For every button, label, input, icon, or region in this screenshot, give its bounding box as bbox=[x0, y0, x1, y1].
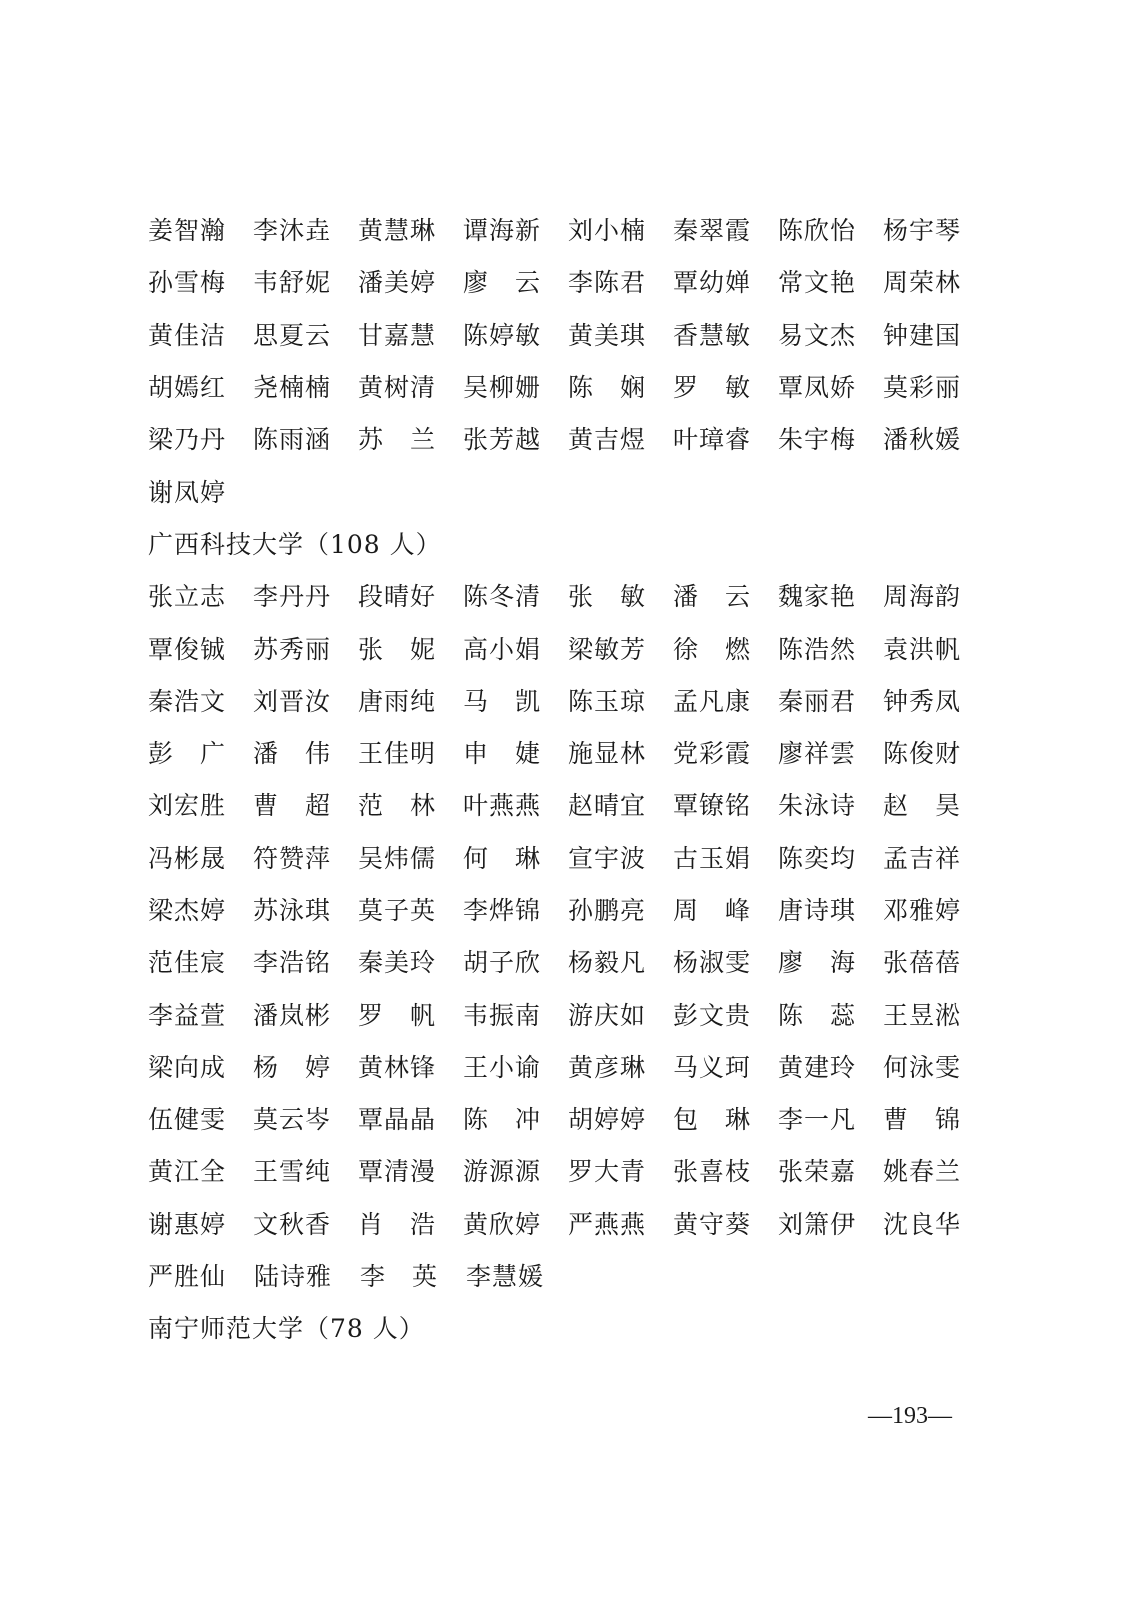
person-name: 潘秋媛 bbox=[883, 425, 962, 455]
person-name: 朱泳诗 bbox=[778, 791, 857, 821]
person-name: 周荣林 bbox=[883, 268, 962, 298]
person-name: 何泳雯 bbox=[883, 1052, 962, 1082]
person-name: 周海韵 bbox=[883, 582, 962, 612]
person-name: 施显林 bbox=[568, 739, 647, 769]
name-row bbox=[148, 1197, 988, 1249]
name-row bbox=[148, 569, 988, 621]
person-name: 韦舒妮 bbox=[253, 268, 332, 298]
person-name: 陈 娴 bbox=[568, 373, 647, 403]
name-row bbox=[148, 987, 988, 1039]
person-name: 谢凤婷 bbox=[148, 477, 227, 507]
person-name: 黄慧琳 bbox=[358, 216, 437, 246]
person-name: 刘晋汝 bbox=[253, 686, 332, 716]
name-row bbox=[148, 778, 988, 830]
person-name: 黄欣婷 bbox=[463, 1209, 542, 1239]
person-name: 党彩霞 bbox=[673, 739, 752, 769]
person-name: 孟吉祥 bbox=[883, 843, 962, 873]
person-name: 姚春兰 bbox=[883, 1157, 962, 1187]
person-name: 包 琳 bbox=[673, 1105, 752, 1135]
person-name: 常文艳 bbox=[778, 268, 857, 298]
name-row bbox=[148, 360, 988, 412]
person-name: 李陈君 bbox=[568, 268, 647, 298]
person-name: 严胜仙 bbox=[148, 1262, 227, 1292]
person-name: 袁洪帆 bbox=[883, 634, 962, 664]
person-name: 陈玉琼 bbox=[568, 686, 647, 716]
person-name: 文秋香 bbox=[253, 1209, 332, 1239]
person-name: 陆诗雅 bbox=[254, 1262, 333, 1292]
person-name: 胡嫣红 bbox=[148, 373, 227, 403]
person-name: 李一凡 bbox=[778, 1105, 857, 1135]
section-heading-text: 南宁师范大学（78 人） bbox=[148, 1314, 425, 1344]
person-name: 范 林 bbox=[358, 791, 437, 821]
person-name: 陈欣怡 bbox=[778, 216, 857, 246]
person-name: 黄建玲 bbox=[778, 1052, 857, 1082]
person-name: 马义珂 bbox=[673, 1052, 752, 1082]
section-heading bbox=[148, 1301, 988, 1353]
person-name: 李慧媛 bbox=[466, 1262, 545, 1292]
person-name: 莫云岑 bbox=[253, 1105, 332, 1135]
person-name: 钟秀凤 bbox=[883, 686, 962, 716]
page-number: —193— bbox=[868, 1403, 952, 1429]
person-name: 严燕燕 bbox=[568, 1209, 647, 1239]
person-name: 覃晶晶 bbox=[358, 1105, 437, 1135]
person-name: 魏家艳 bbox=[778, 582, 857, 612]
person-name: 陈浩然 bbox=[778, 634, 857, 664]
person-name: 梁杰婷 bbox=[148, 896, 227, 925]
person-name: 黄佳洁 bbox=[148, 320, 227, 350]
person-name: 彭文贵 bbox=[673, 1000, 752, 1030]
person-name: 李沐垚 bbox=[253, 216, 332, 246]
name-row bbox=[148, 831, 988, 883]
person-name: 尧楠楠 bbox=[253, 373, 332, 403]
person-name: 张立志 bbox=[148, 582, 227, 612]
person-name: 廖祥雲 bbox=[778, 739, 857, 769]
section-heading bbox=[148, 517, 988, 569]
person-name: 徐 燃 bbox=[673, 634, 752, 664]
person-name: 黄彦琳 bbox=[568, 1052, 647, 1082]
person-name: 莫子英 bbox=[358, 896, 437, 925]
person-name: 冯彬晟 bbox=[148, 843, 227, 873]
person-name: 张蓓蓓 bbox=[883, 948, 962, 978]
person-name: 叶璋睿 bbox=[673, 425, 752, 455]
name-row bbox=[148, 1040, 988, 1092]
person-name: 钟建国 bbox=[883, 320, 962, 350]
person-name: 刘小楠 bbox=[568, 216, 647, 246]
person-name: 胡子欣 bbox=[463, 948, 542, 978]
person-name: 王佳明 bbox=[358, 739, 437, 769]
person-name: 苏秀丽 bbox=[253, 634, 332, 664]
person-name: 孙鹏亮 bbox=[568, 896, 647, 925]
person-name: 黄江全 bbox=[148, 1157, 227, 1187]
name-row bbox=[148, 621, 988, 673]
person-name: 易文杰 bbox=[778, 320, 857, 350]
person-name: 王雪纯 bbox=[253, 1157, 332, 1187]
person-name: 肖 浩 bbox=[358, 1209, 437, 1239]
name-row bbox=[148, 674, 988, 726]
person-name: 梁乃丹 bbox=[148, 425, 227, 455]
person-name: 秦丽君 bbox=[778, 686, 857, 716]
person-name: 黄美琪 bbox=[568, 320, 647, 350]
person-name: 马 凯 bbox=[463, 686, 542, 716]
person-name: 思夏云 bbox=[253, 320, 332, 350]
person-name: 古玉娟 bbox=[673, 843, 752, 873]
person-name: 陈 冲 bbox=[463, 1105, 542, 1135]
person-name: 吴炜儒 bbox=[358, 843, 437, 873]
person-name: 甘嘉慧 bbox=[358, 320, 437, 350]
person-name: 杨宇琴 bbox=[883, 216, 962, 246]
person-name: 彭 广 bbox=[148, 739, 227, 769]
person-name: 谢惠婷 bbox=[148, 1209, 227, 1239]
person-name: 刘箫伊 bbox=[778, 1209, 857, 1239]
person-name: 杨毅凡 bbox=[568, 948, 647, 978]
person-name: 赵晴宜 bbox=[568, 791, 647, 821]
person-name: 陈婷敏 bbox=[463, 320, 542, 350]
person-name: 廖 云 bbox=[463, 268, 542, 298]
person-name: 杨 婷 bbox=[253, 1052, 332, 1082]
name-row bbox=[148, 883, 988, 935]
person-name: 秦浩文 bbox=[148, 686, 227, 716]
person-name: 莫彩丽 bbox=[883, 373, 962, 403]
person-name: 张喜枝 bbox=[673, 1157, 752, 1187]
person-name: 潘 云 bbox=[673, 582, 752, 612]
person-name: 李浩铭 bbox=[253, 948, 332, 978]
person-name: 胡婷婷 bbox=[568, 1105, 647, 1135]
person-name: 李丹丹 bbox=[253, 582, 332, 612]
person-name: 韦振南 bbox=[463, 1000, 542, 1030]
name-row bbox=[148, 203, 988, 255]
name-row bbox=[148, 255, 988, 307]
name-row bbox=[148, 464, 988, 516]
person-name: 陈雨涵 bbox=[253, 425, 332, 455]
person-name: 朱宇梅 bbox=[778, 425, 857, 455]
person-name: 叶燕燕 bbox=[463, 791, 542, 821]
name-row bbox=[148, 1092, 988, 1144]
person-name: 张 敏 bbox=[568, 582, 647, 612]
person-name: 黄吉煜 bbox=[568, 425, 647, 455]
person-name: 孟凡康 bbox=[673, 686, 752, 716]
person-name: 苏 兰 bbox=[358, 425, 437, 455]
person-name: 申 婕 bbox=[463, 739, 542, 769]
person-name: 段晴好 bbox=[358, 582, 437, 612]
name-row bbox=[148, 308, 988, 360]
person-name: 黄树清 bbox=[358, 373, 437, 403]
person-name: 陈 蕊 bbox=[778, 1000, 857, 1030]
person-name: 符赞萍 bbox=[253, 843, 332, 873]
person-name: 秦翠霞 bbox=[673, 216, 752, 246]
person-name: 谭海新 bbox=[463, 216, 542, 246]
person-name: 覃镣铭 bbox=[673, 791, 752, 821]
person-name: 香慧敏 bbox=[673, 320, 752, 350]
person-name: 伍健雯 bbox=[148, 1105, 227, 1135]
person-name: 梁敏芳 bbox=[568, 634, 647, 664]
person-name: 游庆如 bbox=[568, 1000, 647, 1030]
person-name: 高小娟 bbox=[463, 634, 542, 664]
person-name: 张荣嘉 bbox=[778, 1157, 857, 1187]
person-name: 黄林锋 bbox=[358, 1052, 437, 1082]
section-heading-text: 广西科技大学（108 人） bbox=[148, 529, 442, 559]
person-name: 罗 敏 bbox=[673, 373, 752, 403]
person-name: 曹 锦 bbox=[883, 1105, 962, 1135]
person-name: 李 英 bbox=[360, 1262, 439, 1292]
person-name: 张 妮 bbox=[358, 634, 437, 664]
person-name: 秦美玲 bbox=[358, 948, 437, 978]
person-name: 吴柳姗 bbox=[463, 373, 542, 403]
person-name: 覃清漫 bbox=[358, 1157, 437, 1187]
name-list bbox=[148, 203, 988, 1354]
person-name: 罗 帆 bbox=[358, 1000, 437, 1030]
person-name: 孙雪梅 bbox=[148, 268, 227, 298]
person-name: 曹 超 bbox=[253, 791, 332, 821]
person-name: 廖 海 bbox=[778, 948, 857, 978]
name-row bbox=[148, 1249, 988, 1301]
person-name: 何 琳 bbox=[463, 843, 542, 873]
person-name: 唐雨纯 bbox=[358, 686, 437, 716]
person-name: 陈俊财 bbox=[883, 739, 962, 769]
person-name: 邓雅婷 bbox=[883, 896, 962, 925]
person-name: 李烨锦 bbox=[463, 896, 542, 925]
person-name: 梁向成 bbox=[148, 1052, 227, 1082]
person-name: 沈良华 bbox=[883, 1209, 962, 1239]
person-name: 张芳越 bbox=[463, 425, 542, 455]
name-row bbox=[148, 1144, 988, 1196]
person-name: 宣宇波 bbox=[568, 843, 647, 873]
person-name: 覃幼婵 bbox=[673, 268, 752, 298]
person-name: 陈奕均 bbox=[778, 843, 857, 873]
person-name: 罗大青 bbox=[568, 1157, 647, 1187]
person-name: 黄守葵 bbox=[673, 1209, 752, 1239]
name-row bbox=[148, 726, 988, 778]
name-row bbox=[148, 412, 988, 464]
person-name: 苏泳琪 bbox=[253, 896, 332, 925]
person-name: 赵 昊 bbox=[883, 791, 962, 821]
person-name: 潘美婷 bbox=[358, 268, 437, 298]
person-name: 潘 伟 bbox=[253, 739, 332, 769]
person-name: 周 峰 bbox=[673, 896, 752, 925]
person-name: 刘宏胜 bbox=[148, 791, 227, 821]
person-name: 潘岚彬 bbox=[253, 1000, 332, 1030]
person-name: 王昱淞 bbox=[883, 1000, 962, 1030]
person-name: 覃凤娇 bbox=[778, 373, 857, 403]
person-name: 杨淑雯 bbox=[673, 948, 752, 978]
person-name: 游源源 bbox=[463, 1157, 542, 1187]
person-name: 范佳宸 bbox=[148, 948, 227, 978]
person-name: 李益萱 bbox=[148, 1000, 227, 1030]
person-name: 唐诗琪 bbox=[778, 896, 857, 925]
name-row bbox=[148, 935, 988, 987]
person-name: 姜智瀚 bbox=[148, 216, 227, 246]
person-name: 覃俊铖 bbox=[148, 634, 227, 664]
person-name: 陈冬清 bbox=[463, 582, 542, 612]
person-name: 王小谕 bbox=[463, 1052, 542, 1082]
